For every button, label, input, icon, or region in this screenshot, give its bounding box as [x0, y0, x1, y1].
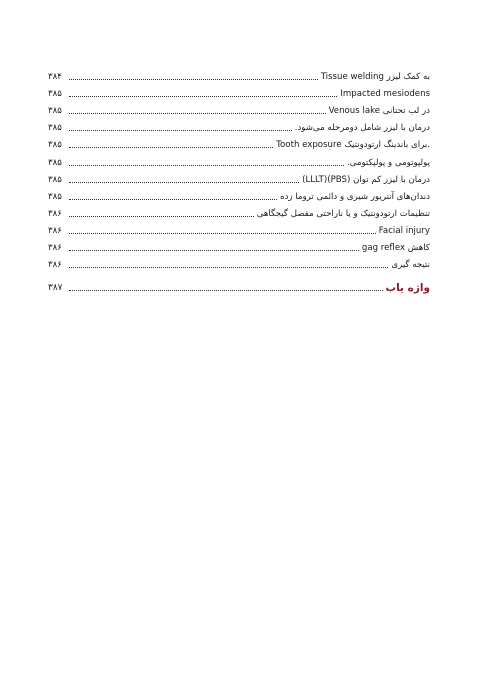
toc-entry-page: ۳۸۵: [48, 157, 62, 168]
toc-main-entry[interactable]: [48, 277, 430, 294]
toc-entry-page: ۳۸۵: [48, 106, 62, 117]
toc-main-entry-title: واژه یاب: [385, 282, 430, 295]
toc-entry-title: Tissue welding به کمک لیزر: [320, 72, 430, 83]
toc-entry-title: تنظیمات ارتودونتیک و یا ناراحتی مفصل گیجگاهی: [256, 208, 430, 219]
toc-entry-page: ۳۸۴: [48, 72, 62, 83]
toc-entry-page: ۳۸۵: [48, 123, 62, 134]
dot-leader: [69, 249, 359, 251]
toc-main-entry-page: ۳۸۷: [48, 283, 63, 294]
toc-entry-page: ۳۸۵: [48, 89, 62, 100]
toc-entry-title: دندان‌های آنتریور شیری و دائمی تروما زده: [280, 191, 430, 202]
toc-entry-page: ۳۸۶: [48, 208, 62, 219]
toc-entry-page: ۳۸۵: [48, 140, 62, 151]
toc-entry[interactable]: [48, 186, 430, 203]
toc-entry[interactable]: [48, 66, 430, 83]
toc-entry-title: Venous lake در لب تحتانی: [328, 106, 430, 117]
dot-leader: [69, 129, 292, 131]
toc-entry-title: نتیجه گیری: [391, 260, 430, 271]
toc-entry[interactable]: [48, 151, 430, 168]
toc-entry-title: درمان با لیزر شامل دومرحله می‌شود.: [294, 123, 430, 134]
dot-leader: [69, 112, 326, 114]
dot-leader: [69, 78, 318, 80]
toc-entry-title: کاهش gag reflex: [361, 243, 430, 254]
toc-entry[interactable]: [48, 100, 430, 117]
toc-entry[interactable]: [48, 254, 430, 271]
toc-entry-title: Impacted mesiodens: [340, 89, 430, 100]
table-of-contents: [48, 66, 430, 294]
dot-leader: [69, 146, 273, 148]
toc-entry[interactable]: [48, 83, 430, 100]
toc-entry[interactable]: [48, 220, 430, 237]
toc-entry[interactable]: [48, 203, 430, 220]
toc-entry-title: پولپوتومی و پولپکتومی.: [346, 157, 430, 168]
dot-leader: [69, 215, 254, 217]
toc-entry-title: Facial injury: [378, 225, 430, 236]
toc-entry-page: ۳۸۶: [48, 225, 62, 236]
dot-leader: [69, 232, 376, 234]
toc-entry[interactable]: [48, 134, 430, 151]
toc-entry-title: درمان با لیزر کم توان (PBS)(LLLT): [302, 174, 430, 185]
dot-leader: [69, 95, 337, 97]
toc-entry-page: ۳۸۶: [48, 260, 62, 271]
toc-entry-page: ۳۸۶: [48, 243, 62, 254]
dot-leader: [69, 164, 344, 166]
toc-entry[interactable]: [48, 117, 430, 134]
toc-entry[interactable]: [48, 169, 430, 186]
toc-entry-page: ۳۸۵: [48, 191, 62, 202]
dot-leader: [69, 181, 299, 183]
toc-entry[interactable]: [48, 237, 430, 254]
toc-entry-page: ۳۸۵: [48, 174, 62, 185]
toc-entry-title: Tooth exposure برای باندینگ ارتودونتیک.: [276, 140, 430, 151]
dot-leader: [69, 198, 277, 200]
dot-leader: [69, 289, 383, 291]
dot-leader: [69, 266, 388, 268]
